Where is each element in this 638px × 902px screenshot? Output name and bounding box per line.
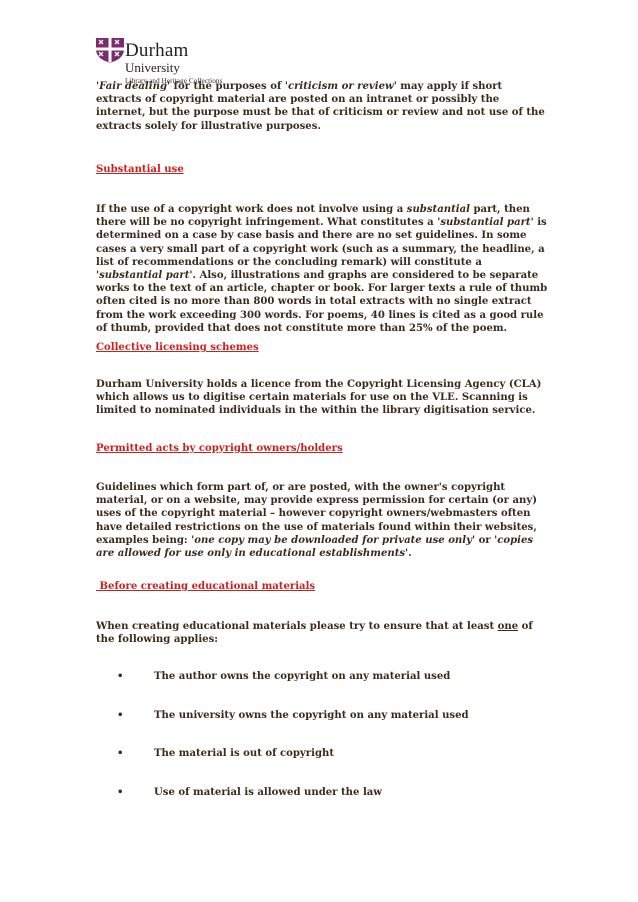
before-creating-paragraph: When creating educational materials please try to ensure that at least one of the following applies:: [96, 621, 533, 646]
heading-collective-licensing: Collective licensing schemes: [96, 342, 259, 353]
substantial-use-paragraph: If the use of a copyright work does not involve using a substantial part, then there will be no copyright infringement. What constitutes a 'substantial part' is determined on a case by case basis and there are no set guidelines. In some cases a very small part of a copyright work (such as a summary, the headline, a list of recommendations or the concluding remark) will constitute a 'substantial part'. Also, illustrations and graphs are considered to be separate works to the text of an article, chapter or book. For larger texts a rule of thumb often cited is no more than 800 words in total extracts with no single extract from the work exceeding 300 words. For poems, 40 lines is cited as a good rule of thumb, provided that does not constitute more than 25% of the poem.: [96, 204, 548, 334]
heading-before-creating: Before creating educational materials: [96, 581, 316, 592]
permitted-acts-paragraph: Guidelines which form part of, or are posted, with the owner's copyright material, or on a website, may provide express permission for certain (or any) uses of the copyright material – however copyright owners/webmasters often have detailed restrictions on the use of materials found within their websites, examples being: 'one copy may be downloaded for private use only' or 'copies are allowed for use only in educational establishments'.: [96, 482, 538, 560]
logo-caption: Library and Heritage Collections: [125, 76, 223, 85]
durham-crest-icon: [95, 37, 125, 63]
fair-dealing-paragraph: 'Fair dealing' for the purposes of 'criticism or review' may apply if short extracts of copyright material are posted on an intranet or possibly the internet, but the purpose must be that of criticism or review and not use of the extracts solely for illustrative purposes.: [96, 81, 545, 132]
heading-permitted-acts: Permitted acts by copyright owners/holders: [96, 443, 343, 454]
bullet-icon: •: [117, 710, 124, 721]
bullet-icon: •: [117, 671, 124, 682]
document-page: Durham University Library and Heritage Collections 'Fair dealing' for the purposes of 'criticism or review' may apply if short extracts of copyright material are posted on an intranet or possibly the internet, but the purpose must be that of criticism or review and not use of the extracts solely for illustrative purposes. Substantial use If the use of a copyright work does not involve using a substantial part, then there will be no copyright infringement. What constitutes a 'substantial part' is determined on a case by case basis and there are no set guidelines. In some cases a very small part of a copyright work (such as a summary, the headline, a list of recommendations or the concluding remark) will constitute a 'substantial part'. Also, illustrations and graphs are considered to be separate works to the text of an article, chapter or book. For larger texts a rule of thumb often cited is no more than 800 words in total extracts with no single extract from the work exceeding 300 words. For poems, 40 lines is cited as a good rule of thumb, provided that does not constitute more than 25% of the poem. Collective licensing schemes Durham University holds a licence from the Copyright Licensing Agency (CLA) which allows us to digitise certain materials for use on the VLE. Scanning is limited to nominated individuals in the within the library digitisation service. Permitted acts by copyright owners/holders Guidelines which form part of, or are posted, with the owner's copyright material, or on a website, may provide express permission for certain (or any) uses of the copyright material – however copyright owners/webmasters often have detailed restrictions on the use of materials found within their websites, examples being: 'one copy may be downloaded for private use only' or 'copies are allowed for use only in educational establishments'. Before creating educational materials When creating educational materials please try to ensure that at least one of the following applies: • The author owns the copyright on any material used • The university owns the copyright on any material used • The material is out of copyright • Use of material is allowed under the law: [0, 0, 638, 902]
logo-name: Durham: [125, 40, 189, 61]
collective-licensing-paragraph: Durham University holds a licence from the Copyright Licensing Agency (CLA) which allows us to digitise certain materials for use on the VLE. Scanning is limited to nominated individuals in the within the library digitisation service.: [96, 379, 542, 417]
bullet-icon: •: [117, 748, 124, 759]
heading-substantial-use: Substantial use: [96, 164, 184, 175]
bullet-icon: •: [117, 787, 124, 798]
logo-subtitle: University: [125, 60, 180, 75]
